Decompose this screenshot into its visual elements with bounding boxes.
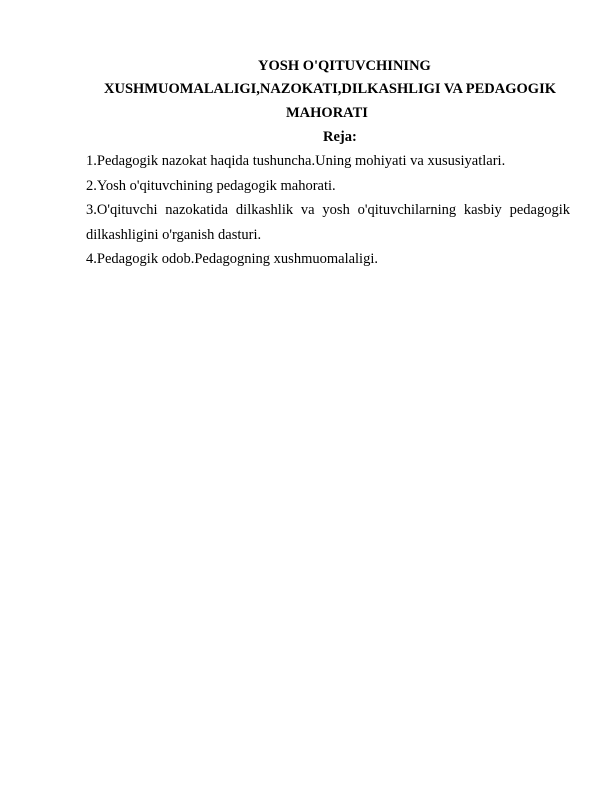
plan-heading: Reja: <box>323 129 357 145</box>
plan-item-1: 1.Pedagogik nazokat haqida tushuncha.Uning mohiyati va xususiyatlari. <box>86 153 506 169</box>
plan-item-2: 2.Yosh o'qituvchining pedagogik mahorati. <box>86 178 336 194</box>
title-line-3: MAHORATI <box>286 105 368 121</box>
plan-item-3-line-1: 3.O'qituvchi nazokatida dilkashlik va yosh o'qituvchilarning kasbiy pedagogik <box>86 202 570 218</box>
plan-item-4: 4.Pedagogik odob.Pedagogning xushmuomalaligi. <box>86 251 378 267</box>
title-line-2: XUSHMUOMALALIGI,NAZOKATI,DILKASHLIGI VA PEDAGOGIK <box>104 81 556 97</box>
title-line-1: YOSH O'QITUVCHINING <box>258 58 431 74</box>
plan-item-3-line-2: dilkashligini o'rganish dasturi. <box>86 227 262 243</box>
